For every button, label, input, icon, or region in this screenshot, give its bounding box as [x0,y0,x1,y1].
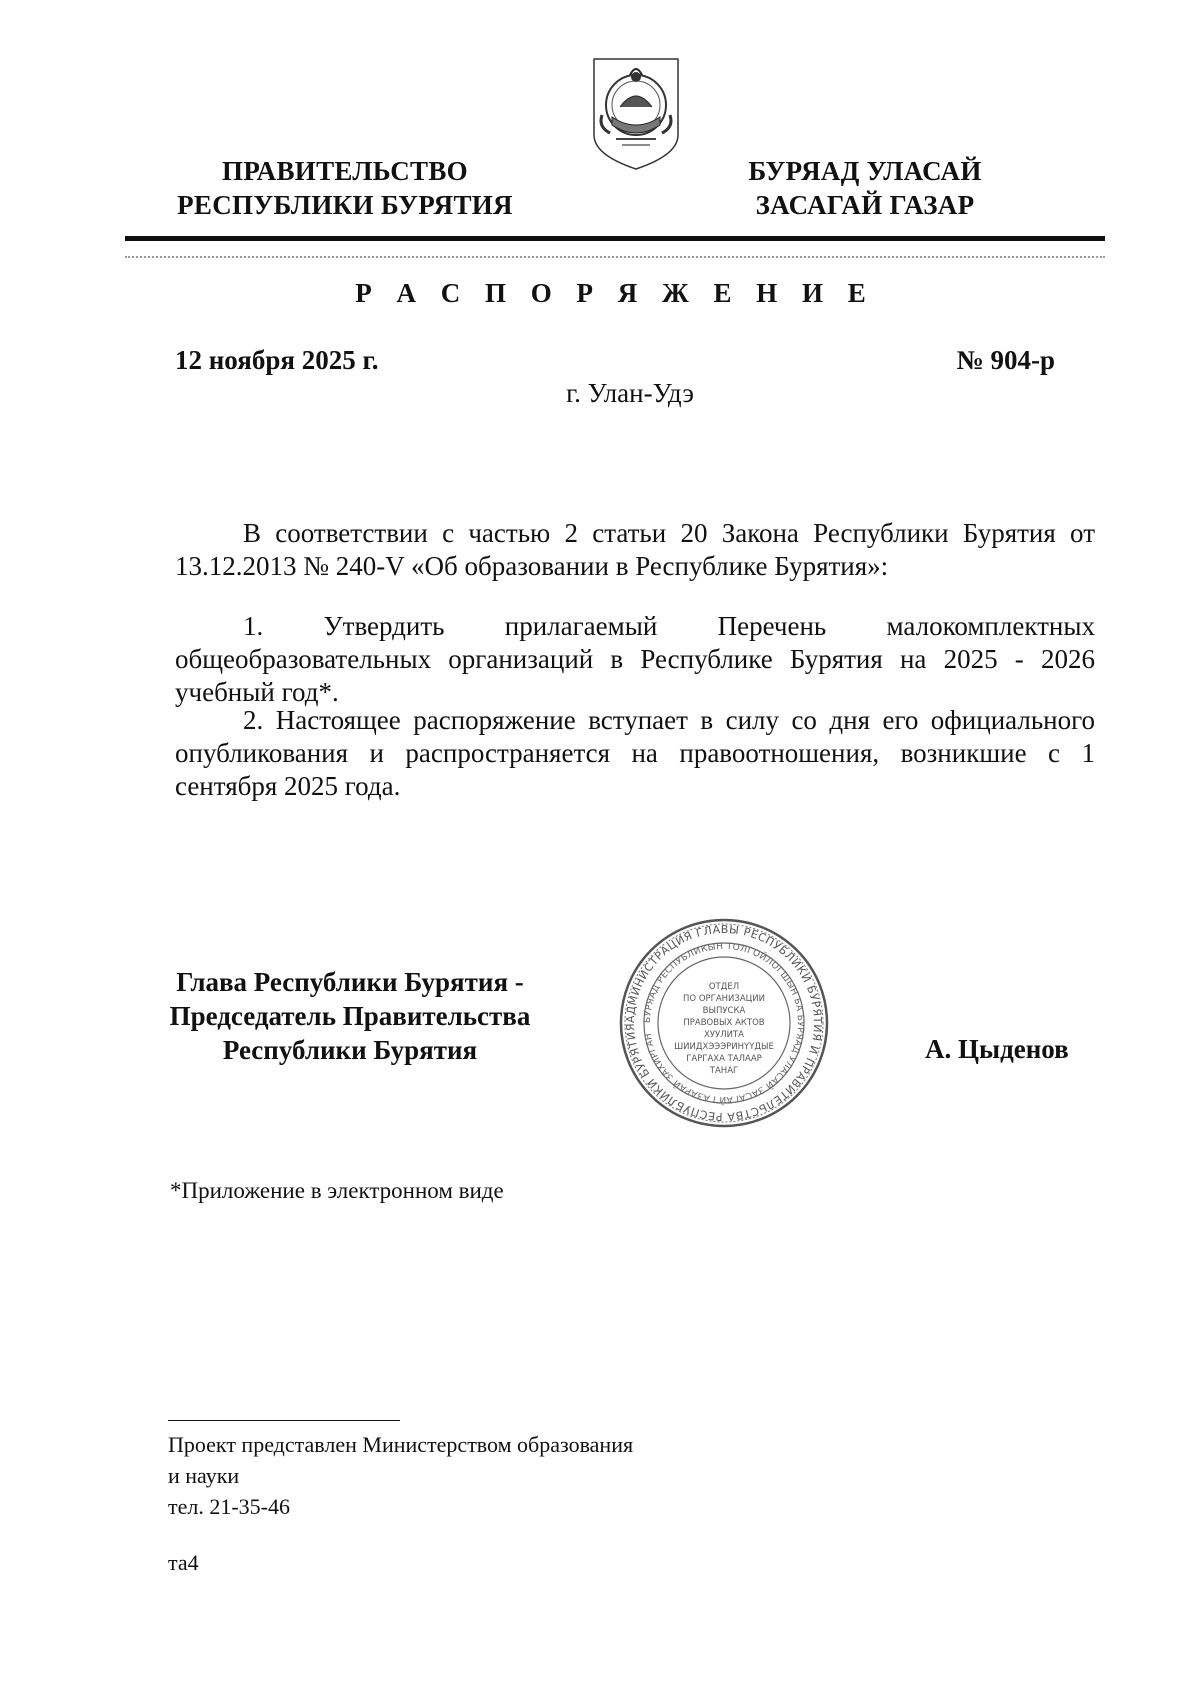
seal-center-line1: ОТДЕЛ [708,982,740,992]
footer-phone: тел. 21-35-46 [168,1494,291,1519]
clause-2-paragraph [175,704,1095,803]
government-title-buryat [700,154,1030,222]
clause-1-paragraph [175,610,1095,709]
clause-2-text: 2. Настоящее распоряжение вступает в силу со дня его официального опубликования и распространяется на правоотношения, возникшие с 1 сентября 2025 года. [175,705,1095,801]
seal-inner-ring-text: БУРЯАД РЕСПУБЛИКЫН ТОЛГОЙЛОГШЫН БА БУРЯАД УЛАСАЙ ЗАСАГАЙ ГАЗАРАЙ ЗАХИРГАН [642,941,806,1105]
document-date: 12 ноября 2025 г. [175,345,379,375]
government-title-russian [150,154,540,222]
signatory-title-line2: Председатель Правительства [169,1001,531,1031]
signatory-name: А. Цыденов [925,1034,1069,1064]
seal-center-line4: ПРАВОВЫХ АКТОВ [683,1018,765,1028]
seal-center-line6: ШИИДХЭЭЭРИНҮҮДЫЕ [674,1042,774,1052]
government-title-buryat-line2: ЗАСАГАЙ ГАЗАР [755,190,975,220]
signatory-title [150,965,550,1067]
signatory-title-line1: Глава Республики Бурятия - [176,967,524,997]
footer-code: та4 [168,1550,199,1575]
government-title-buryat-line1: БУРЯАД УЛАСАЙ [748,156,982,186]
seal-outer-ring-text: АДМИНИСТРАЦИЯ ГЛАВЫ РЕСПУБЛИКИ БУРЯТИЯ И ПРАВИТЕЛЬСТВА РЕСПУБЛИКИ БУРЯТИЯ [623,922,825,1124]
seal-center-line5: ХУУЛИТА [704,1030,744,1040]
signatory-title-line3: Республики Бурятия [222,1035,478,1065]
footer-divider [168,1420,400,1421]
footer-line1: Проект представлен Министерством образования [168,1432,634,1457]
seal-center-line2: ПО ОРГАНИЗАЦИИ [683,994,765,1004]
footer-line2: и науки [168,1463,240,1488]
document-city: г. Улан-Удэ [566,378,694,408]
preamble-paragraph [175,517,1095,583]
document-number: № 904-р [956,345,1055,375]
coat-of-arms-emblem [590,55,682,173]
government-title-line1: ПРАВИТЕЛЬСТВО [222,156,468,186]
clause-1-text: 1. Утвердить прилагаемый Перечень малокомплектных общеобразовательных организаций в Республике Бурятия на 2025 - 2026 учебный год*. [175,611,1095,707]
appendix-note: *Приложение в электронном виде [170,1178,504,1203]
seal-center-line3: ВЫПУСКА [702,1006,746,1016]
seal-center-line7: ГАРГАХА ТАЛААР [686,1054,762,1064]
document-type-heading: Р А С П О Р Я Ж Е Н И Е [355,278,875,308]
official-seal-stamp [618,917,830,1129]
footer-project-info [168,1429,633,1522]
government-title-line2: РЕСПУБЛИКИ БУРЯТИЯ [177,190,513,220]
header-divider-thick [125,236,1105,241]
header-divider-thin [125,256,1105,258]
seal-center-line8: ТАНАГ [709,1066,739,1076]
preamble-text: В соответствии с частью 2 статьи 20 Закона Республики Бурятия от 13.12.2013 № 240-V «Об образовании в Республике Бурятия»: [175,518,1095,581]
